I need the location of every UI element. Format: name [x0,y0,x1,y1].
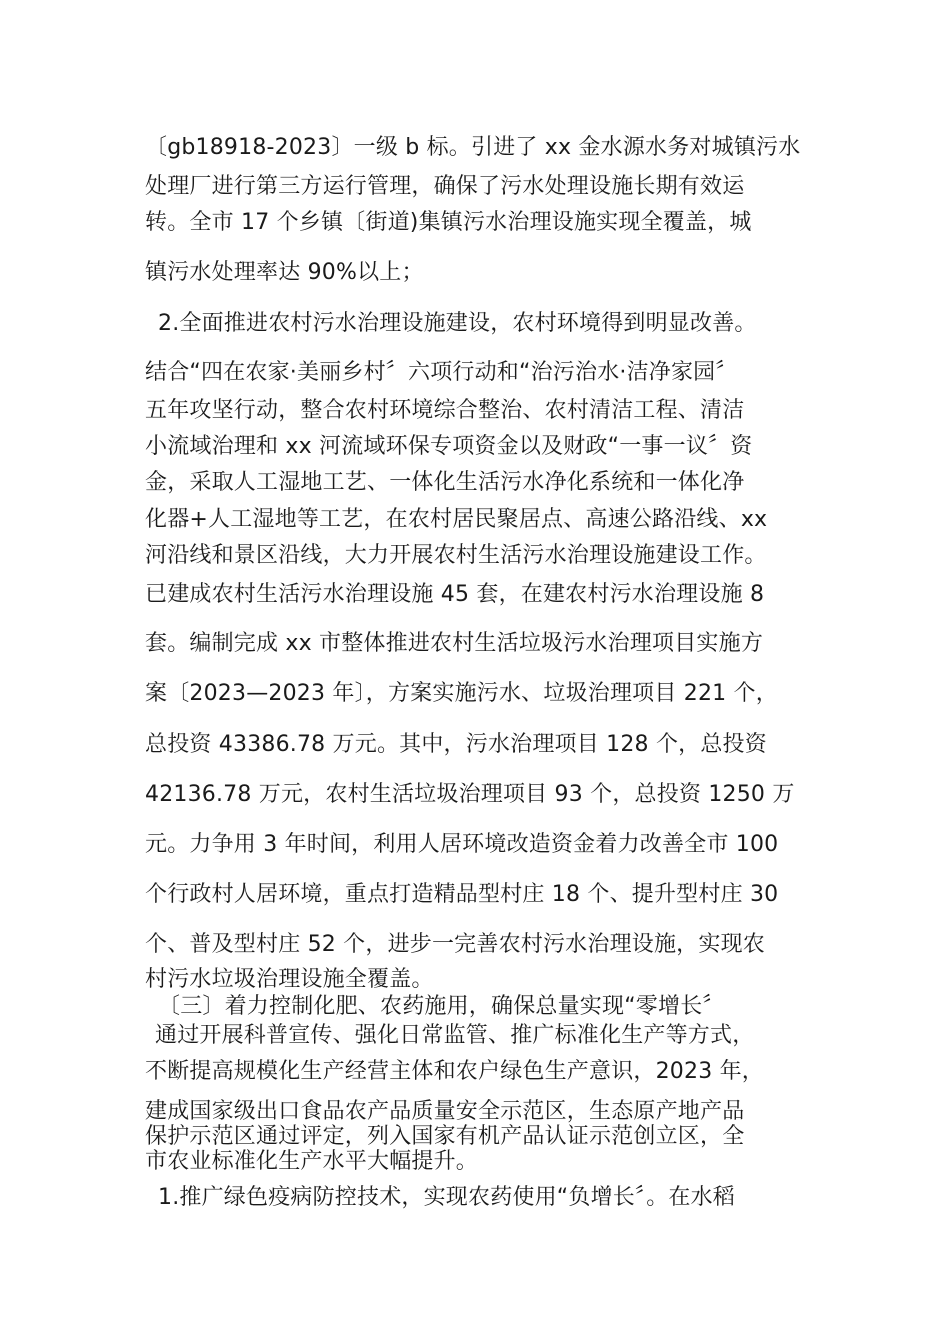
paragraph-line: 转。全市 17 个乡镇〔街道)集镇污水治理设施实现全覆盖，城 [145,210,752,235]
paragraph-line: 不断提高规模化生产经营主体和农户绿色生产意识，2023 年， [145,1059,764,1084]
paragraph-line: 村污水垃圾治理设施全覆盖。 [145,967,434,992]
paragraph-line: 处理厂进行第三方运行管理，确保了污水处理设施长期有效运 [145,174,745,199]
paragraph-line: 42136.78 万元，农村生活垃圾治理项目 93 个，总投资 1250 万 [145,782,795,807]
paragraph-line: 总投资 43386.78 万元。其中，污水治理项目 128 个，总投资 [145,732,767,757]
paragraph-line: 结合“四在农家·美丽乡村〞六项行动和“治污治水·洁净家园〞 [145,360,738,385]
paragraph-line: 小流域治理和 xx 河流域环保专项资金以及财政“一事一议〞资 [145,434,753,459]
paragraph-line: 个行政村人居环境，重点打造精品型村庄 18 个、提升型村庄 30 [145,882,779,907]
paragraph-line: 五年攻坚行动，整合农村环境综合整治、农村清洁工程、清洁 [145,398,745,423]
paragraph-line: 已建成农村生活污水治理设施 45 套，在建农村污水治理设施 8 [145,582,765,607]
paragraph-line: 保护示范区通过评定，列入国家有机产品认证示范创立区，全 [145,1124,745,1149]
paragraph-line: 金，采取人工湿地工艺、一体化生活污水净化系统和一体化净 [145,470,745,495]
paragraph-line: 个、普及型村庄 52 个，进步一完善农村污水治理设施，实现农 [145,932,765,957]
paragraph-line: 通过开展科普宣传、强化日常监管、推广标准化生产等方式， [155,1023,755,1048]
section-heading: 2.全面推进农村污水治理设施建设，农村环境得到明显改善。 [158,311,757,336]
paragraph-line: 建成国家级出口食品农产品质量安全示范区，生态原产地产品 [145,1099,745,1124]
paragraph-line: 化器+人工湿地等工艺，在农村居民聚居点、高速公路沿线、xx [145,507,768,532]
paragraph-line: 河沿线和景区沿线，大力开展农村生活污水治理设施建设工作。 [145,543,767,568]
section-heading: 〔三〕着力控制化肥、农药施用，确保总量实现“零增长〞 [158,994,725,1019]
paragraph-line: 元。力争用 3 年时间，利用人居环境改造资金着力改善全市 100 [145,832,779,857]
paragraph-line: 案〔2023—2023 年〕，方案实施污水、垃圾治理项目 221 个， [145,681,778,706]
paragraph-line: 〔gb18918-2023〕一级 b 标。引进了 xx 金水源水务对城镇污水 [145,135,801,160]
paragraph-line: 套。编制完成 xx 市整体推进农村生活垃圾污水治理项目实施方 [145,631,764,656]
paragraph-line: 市农业标准化生产水平大幅提升。 [145,1149,479,1174]
section-heading: 1.推广绿色疫病防控技术，实现农药使用“负增长〞。在水稻 [158,1185,735,1210]
paragraph-line: 镇污水处理率达 90%以上； [145,260,424,285]
